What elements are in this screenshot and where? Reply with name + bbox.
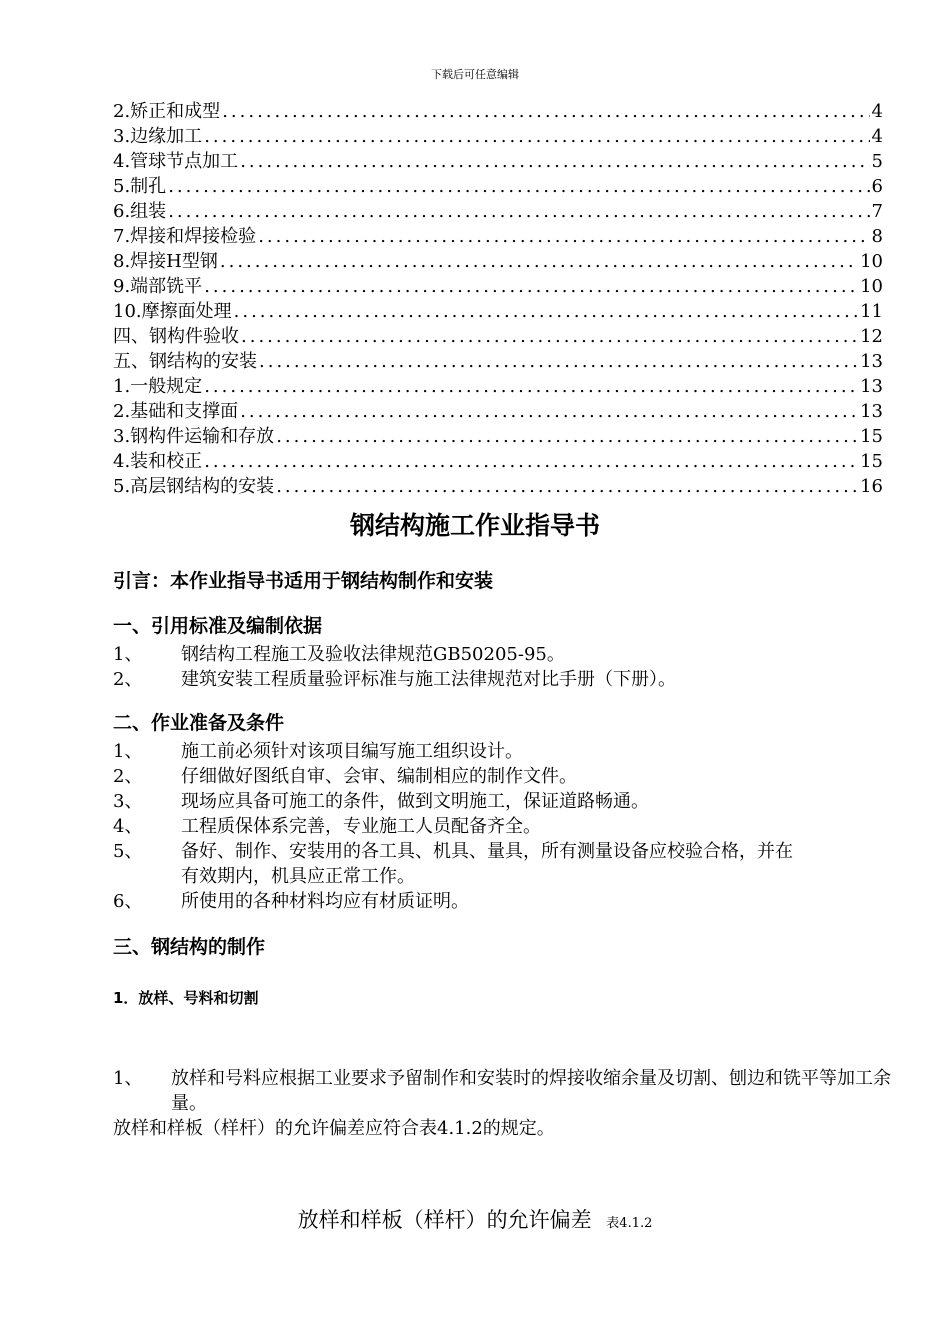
list-item-number: 1、	[113, 1068, 143, 1089]
list-item-text: 现场应具备可施工的条件，做到文明施工，保证道路畅通。	[181, 791, 649, 812]
toc-label: 1.一般规定	[113, 376, 203, 397]
section-3-subheading: 1．放样、号料和切割	[113, 989, 259, 1007]
header-note: 下载后可任意编辑	[431, 68, 519, 81]
list-item-text: 施工前必须针对该项目编写施工组织设计。	[181, 741, 523, 762]
toc-label: 2.基础和支撑面	[113, 401, 239, 422]
table-caption	[0, 1204, 950, 1234]
toc-entry[interactable]	[113, 349, 883, 374]
toc-label: 四、钢构件验收	[113, 326, 239, 347]
toc-label: 4.管球节点加工	[113, 151, 239, 172]
toc-leader-dots	[276, 474, 858, 499]
table-of-contents	[113, 99, 883, 499]
section-3-heading: 三、钢结构的制作	[113, 936, 266, 958]
list-item-number: 1、	[113, 644, 143, 665]
toc-page-number: 16	[860, 476, 883, 497]
toc-leader-dots	[241, 324, 858, 349]
toc-leader-dots	[204, 449, 858, 474]
toc-entry[interactable]	[113, 249, 883, 274]
list-item	[113, 642, 903, 667]
toc-label: 3.边缘加工	[113, 126, 203, 147]
list-item	[113, 764, 803, 789]
toc-page-number: 13	[860, 351, 883, 372]
list-item-text: 工程质保体系完善，专业施工人员配备齐全。	[181, 816, 541, 837]
toc-entry[interactable]	[113, 174, 883, 199]
document-title: 钢结构施工作业指导书	[349, 511, 600, 540]
toc-label: 3.钢构件运输和存放	[113, 426, 275, 447]
toc-leader-dots	[240, 399, 858, 424]
toc-entry[interactable]	[113, 99, 883, 124]
list-item-text: 建筑安装工程质量验评标准与施工法律规范对比手册（下册）。	[181, 669, 676, 690]
list-item	[113, 667, 903, 692]
toc-page-number: 13	[860, 376, 883, 397]
toc-leader-dots	[259, 349, 858, 374]
toc-entry[interactable]	[113, 474, 883, 499]
toc-leader-dots	[258, 224, 869, 249]
section-1-heading: 一、引用标准及编制依据	[113, 615, 323, 637]
toc-leader-dots	[168, 199, 869, 224]
list-item-number: 2、	[113, 766, 143, 787]
toc-leader-dots	[168, 174, 869, 199]
toc-label: 7.焊接和焊接检验	[113, 226, 257, 247]
toc-leader-dots	[234, 299, 858, 324]
list-item-number: 1、	[113, 741, 143, 762]
toc-entry[interactable]	[113, 324, 883, 349]
list-item-number: 3、	[113, 791, 143, 812]
toc-entry[interactable]	[113, 224, 883, 249]
toc-leader-dots	[204, 374, 858, 399]
table-caption-title: 放样和样板（样杆）的允许偏差	[297, 1208, 592, 1232]
list-item-number: 4、	[113, 816, 143, 837]
toc-leader-dots	[204, 274, 858, 299]
toc-page-number: 10	[860, 276, 883, 297]
list-item	[113, 789, 803, 814]
toc-leader-dots	[222, 99, 869, 124]
toc-leader-dots	[204, 124, 869, 149]
toc-page-number: 4	[871, 126, 883, 147]
list-item	[113, 1066, 903, 1116]
list-item-number: 2、	[113, 669, 143, 690]
toc-label: 5.高层钢结构的安装	[113, 476, 275, 497]
toc-leader-dots	[240, 149, 869, 174]
toc-entry[interactable]	[113, 149, 883, 174]
toc-page-number: 4	[871, 101, 883, 122]
toc-page-number: 6	[871, 176, 883, 197]
toc-label: 5.制孔	[113, 176, 167, 197]
list-item	[113, 839, 803, 889]
list-item	[113, 889, 803, 914]
list-item-text: 备好、制作、安装用的各工具、机具、量具，所有测量设备应校验合格，并在有效期内，机具应正常工作。	[181, 841, 793, 887]
toc-entry[interactable]	[113, 199, 883, 224]
list-item-text: 钢结构工程施工及验收法律规范GB50205-95。	[181, 644, 565, 665]
toc-label: 五、钢结构的安装	[113, 351, 257, 372]
list-item-number: 6、	[113, 891, 143, 912]
list-item-text: 放样和号料应根据工业要求予留制作和安装时的焊接收缩余量及切割、刨边和铣平等加工余量。	[171, 1068, 891, 1114]
toc-entry[interactable]	[113, 374, 883, 399]
list-item-number: 5、	[113, 841, 143, 862]
toc-page-number: 11	[860, 301, 883, 322]
toc-page-number: 12	[860, 326, 883, 347]
toc-entry[interactable]	[113, 299, 883, 324]
list-item-text: 仔细做好图纸自审、会审、编制相应的制作文件。	[181, 766, 577, 787]
toc-page-number: 10	[860, 251, 883, 272]
toc-leader-dots	[220, 249, 858, 274]
toc-entry[interactable]	[113, 424, 883, 449]
toc-page-number: 7	[871, 201, 883, 222]
list-item	[113, 739, 803, 764]
toc-entry[interactable]	[113, 274, 883, 299]
toc-page-number: 8	[871, 226, 883, 247]
toc-label: 6.组装	[113, 201, 167, 222]
section-2-list	[113, 739, 803, 914]
toc-page-number: 15	[860, 451, 883, 472]
section-3-list	[113, 1066, 903, 1116]
body-paragraph: 放样和样板（样杆）的允许偏差应符合表4.1.2的规定。	[113, 1118, 555, 1139]
toc-entry[interactable]	[113, 124, 883, 149]
toc-label: 4.装和校正	[113, 451, 203, 472]
intro-heading: 引言：本作业指导书适用于钢结构制作和安装	[113, 570, 494, 592]
toc-entry[interactable]	[113, 449, 883, 474]
toc-page-number: 13	[860, 401, 883, 422]
toc-label: 2.矫正和成型	[113, 101, 221, 122]
toc-page-number: 5	[871, 151, 883, 172]
toc-entry[interactable]	[113, 399, 883, 424]
toc-page-number: 15	[860, 426, 883, 447]
section-1-list	[113, 642, 903, 692]
section-2-heading: 二、作业准备及条件	[113, 712, 285, 734]
list-item-text: 所使用的各种材料均应有材质证明。	[181, 891, 469, 912]
table-number: 表4.1.2	[606, 1216, 653, 1231]
toc-label: 9.端部铣平	[113, 276, 203, 297]
list-item	[113, 814, 803, 839]
toc-label: 10.摩擦面处理	[113, 301, 232, 322]
toc-leader-dots	[276, 424, 858, 449]
toc-label: 8.焊接H型钢	[113, 251, 218, 272]
